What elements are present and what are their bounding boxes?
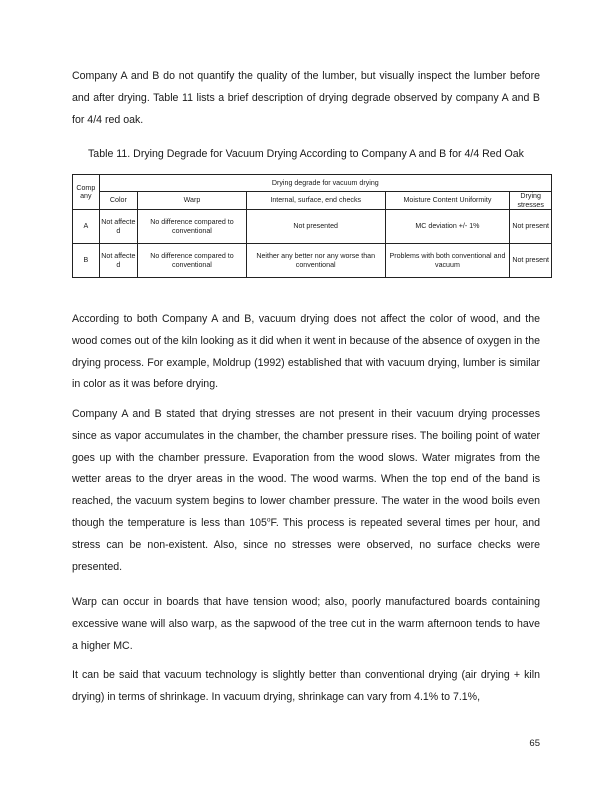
table-header-row [73,175,552,192]
paragraph-color: According to both Company A and B, vacuum drying does not affect the color of wood, and the wood comes out of the kiln looking as it did when it went in because of the absence of oxygen in the drying process. For example, Moldrup (1992) established that with vacuum drying, lumber is similar in color as it was before drying. [72,313,540,391]
column-header-checks: Internal, surface, end checks [246,192,385,210]
cell-company: A [73,210,100,244]
cell-company: B [73,244,100,278]
drying-degrade-table [72,174,552,278]
cell-stresses: Not present [510,244,552,278]
cell-warp: No difference compared to conventional [138,210,247,244]
cell-mc: MC deviation +/- 1% [385,210,510,244]
degree-superscript: o [266,516,271,524]
paragraph-drying-stresses [72,404,540,578]
paragraph-stresses-part-b: F. This process is repeated several times per hour, and stress can be non-existent. Also, since no stresses were observed, no surface checks were presented. [72,516,540,573]
column-header-stresses: Drying stresses [510,192,552,210]
column-header-color: Color [99,192,137,210]
paragraph-intro: Company A and B do not quantify the quality of the lumber, but visually inspect the lumber before and after drying. Table 11 lists a brief description of drying degrade observed by company A and B for 4/4 red oak. [72,70,540,126]
table-row [73,210,552,244]
cell-stresses: Not present [510,210,552,244]
cell-warp: No difference compared to conventional [138,244,247,278]
cell-checks: Not presented [246,210,385,244]
paragraph-shrinkage: It can be said that vacuum technology is slightly better than conventional drying (air drying + kiln drying) in terms of shrinkage. In vacuum drying, shrinkage can vary from 4.1% to 7.1%, [72,669,540,703]
cell-mc: Problems with both conventional and vacuum [385,244,510,278]
cell-checks: Neither any better nor any worse than conventional [246,244,385,278]
page-number: 65 [529,738,540,749]
paragraph-stresses-part-a: Company A and B stated that drying stresses are not present in their vacuum drying processes since as vapor accumulates in the chamber, the chamber pressure rises. The boiling point of water goes up with the chamber pressure. Evaporation from the wood slows. Water migrates from the wetter areas to the dryer areas in the wood. The wood warms. When the top end of the band is reached, the vacuum system begins to lower chamber pressure. The water in the wood boils even though the temperature is less than 105 [72,408,540,529]
table-caption: Table 11. Drying Degrade for Vacuum Drying According to Company A and B for 4/4 Red Oak [88,148,524,160]
cell-color: Not affecte d [99,244,137,278]
cell-color: Not affecte d [99,210,137,244]
paragraph-warp: Warp can occur in boards that have tension wood; also, poorly manufactured boards containing excessive wane will also warp, as the sapwood of the tree cut in the warm afternoon tends to have a higher MC. [72,596,540,652]
column-header-mc: Moisture Content Uniformity [385,192,510,210]
group-header: Drying degrade for vacuum drying [99,175,551,192]
table-subheader-row [73,192,552,210]
column-header-warp: Warp [138,192,247,210]
company-column-header: Comp any [73,175,100,210]
table-row [73,244,552,278]
